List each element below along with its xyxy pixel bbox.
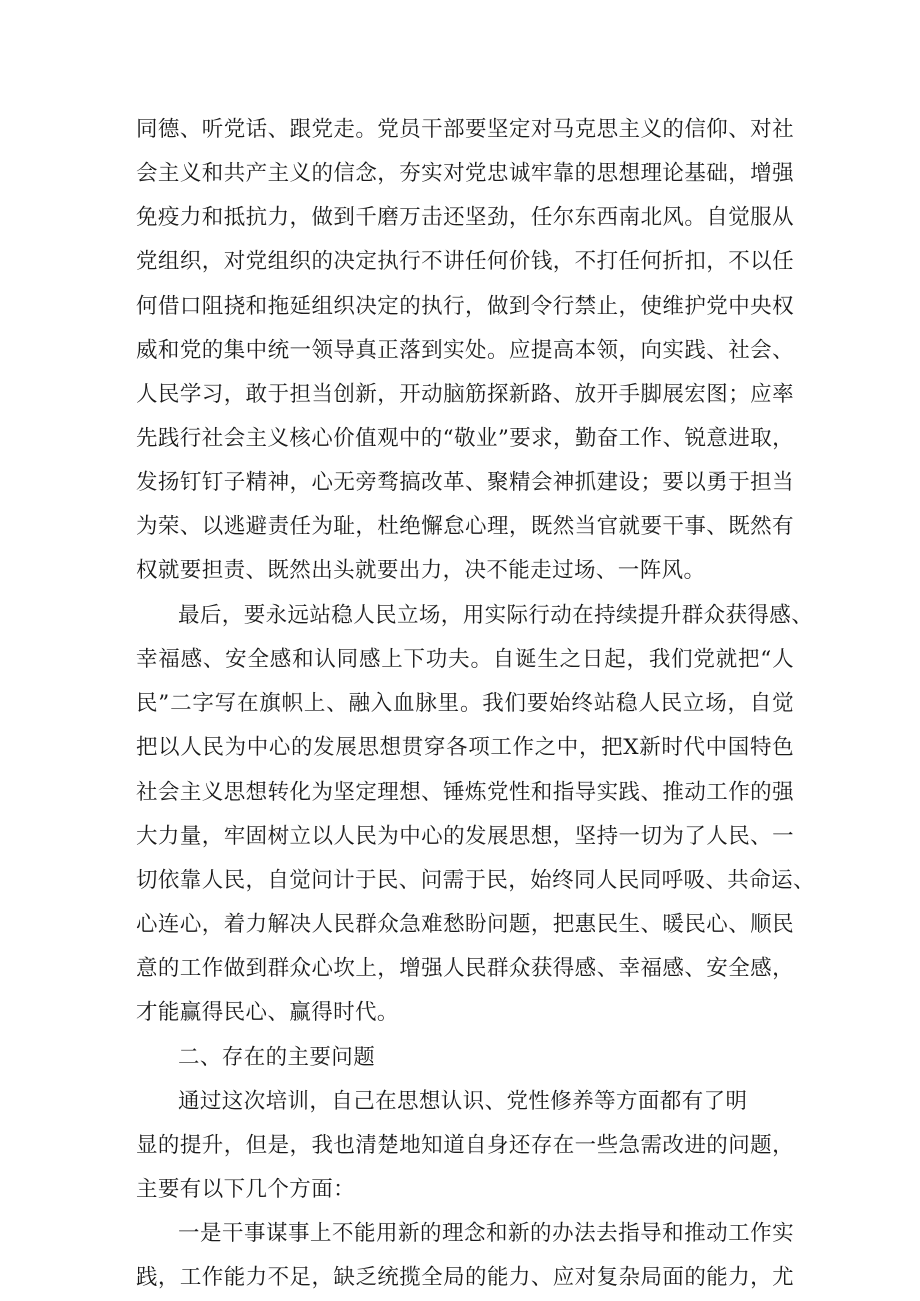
paragraph-line: 人民学习，敢于担当创新，开动脑筋探新路、放开手脚展宏图；应率 bbox=[136, 382, 794, 407]
paragraph-line: 才能赢得民心、赢得时代。 bbox=[136, 1000, 399, 1025]
paragraph-line: 党组织，对党组织的决定执行不讲任何价钱，不打任何折扣，不以任 bbox=[136, 249, 794, 274]
paragraph-line: 最后，要永远站稳人民立场，用实际行动在持续提升群众获得感、 bbox=[178, 603, 814, 628]
paragraph-line: 通过这次培训，自己在思想认识、党性修养等方面都有了明 bbox=[178, 1089, 748, 1114]
paragraph-line: 为荣、以逃避责任为耻，杜绝懈怠心理，既然当官就要干事、既然有 bbox=[136, 514, 794, 539]
paragraph-line: 社会主义思想转化为坚定理想、锤炼党性和指导实践、推动工作的强 bbox=[136, 780, 794, 805]
section-heading: 二、存在的主要问题 bbox=[178, 1045, 376, 1070]
paragraph-line: 先践行社会主义核心价值观中的“敬业”要求，勤奋工作、锐意进取， bbox=[136, 426, 794, 451]
paragraph-line: 切依靠人民，自觉问计于民、问需于民，始终同人民同呼吸、共命运、 bbox=[136, 868, 815, 893]
paragraph-line: 发扬钉钉子精神，心无旁骛搞改革、聚精会神抓建设；要以勇于担当 bbox=[136, 470, 794, 495]
paragraph-line: 威和党的集中统一领导真正落到实处。应提高本领，向实践、社会、 bbox=[136, 338, 794, 363]
paragraph-line: 显的提升，但是，我也清楚地知道自身还存在一些急需改进的问题， bbox=[136, 1133, 794, 1158]
paragraph-line: 民”二字写在旗帜上、融入血脉里。我们要始终站稳人民立场，自觉 bbox=[136, 691, 794, 716]
paragraph-line: 权就要担责、既然出头就要出力，决不能走过场、一阵风。 bbox=[136, 558, 706, 583]
paragraph-line: 把以人民为中心的发展思想贯穿各项工作之中，把X新时代中国特色 bbox=[136, 735, 794, 760]
paragraph-line: 会主义和共产主义的信念，夯实对党忠诚牢靠的思想理论基础，增强 bbox=[136, 161, 794, 186]
paragraph-line: 主要有以下几个方面： bbox=[136, 1177, 356, 1202]
paragraph-line: 一是干事谋事上不能用新的理念和新的办法去指导和推动工作实 bbox=[178, 1221, 794, 1246]
paragraph-line: 何借口阻挠和拖延组织决定的执行，做到令行禁止，使维护党中央权 bbox=[136, 294, 794, 319]
paragraph-line: 大力量，牢固树立以人民为中心的发展思想，坚持一切为了人民、一 bbox=[136, 824, 794, 849]
paragraph-line: 意的工作做到群众心坎上，增强人民群众获得感、幸福感、安全感， bbox=[136, 956, 794, 981]
paragraph-line: 心连心，着力解决人民群众急难愁盼问题，把惠民生、暖民心、顺民 bbox=[136, 912, 794, 937]
paragraph-line: 同德、听党话、跟党走。党员干部要坚定对马克思主义的信仰、对社 bbox=[136, 117, 794, 142]
paragraph-line: 免疫力和抵抗力，做到千磨万击还坚劲，任尔东西南北风。自觉服从 bbox=[136, 205, 794, 230]
paragraph-line: 践，工作能力不足，缺乏统揽全局的能力、应对复杂局面的能力，尤 bbox=[136, 1265, 794, 1290]
paragraph-line: 幸福感、安全感和认同感上下功夫。自诞生之日起，我们党就把“人 bbox=[136, 647, 794, 672]
